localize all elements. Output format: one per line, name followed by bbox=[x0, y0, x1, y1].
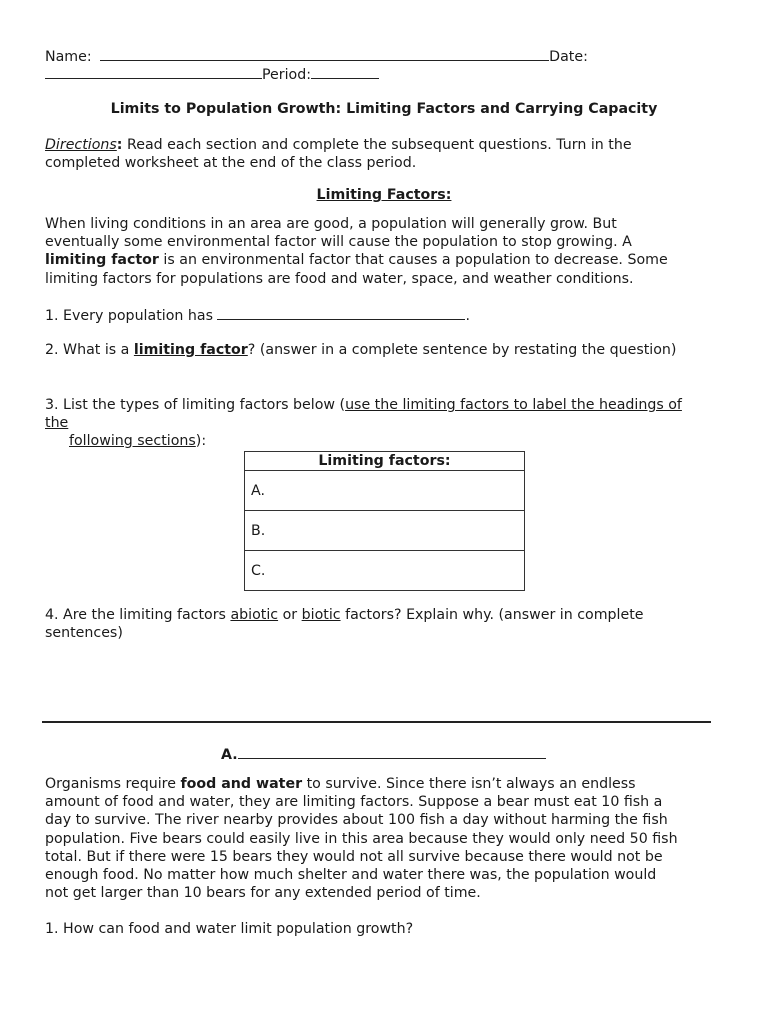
section-heading: Limiting Factors: bbox=[316, 187, 452, 203]
limiting-factors-table bbox=[244, 451, 525, 591]
intro-line-4: limiting factors for populations are food and water, space, and weather conditions. bbox=[45, 270, 634, 287]
question-1 bbox=[45, 305, 470, 325]
period-row bbox=[45, 64, 379, 84]
food-water-line-3: day to survive. The river nearby provides about 100 fish a day without harming the fish bbox=[45, 812, 668, 829]
page-title: Limits to Population Growth: Limiting Factors and Carrying Capacity bbox=[110, 101, 658, 117]
name-field[interactable] bbox=[100, 46, 549, 61]
question-3-prefix: 3. List the types of limiting factors below ( bbox=[45, 397, 346, 413]
intro-line-3: is an environmental factor that causes a population to decrease. Some bbox=[158, 252, 668, 269]
intro-line-1: When living conditions in an area are good, a population will generally grow. But bbox=[45, 216, 617, 232]
food-water-line-5: total. But if there were 15 bears they would not all survive because there would not be bbox=[45, 848, 663, 865]
question-2 bbox=[45, 341, 676, 359]
question-4 bbox=[45, 606, 644, 642]
section-divider bbox=[42, 721, 711, 723]
question-1-text: 1. Every population has bbox=[45, 308, 218, 324]
food-water-line-4: population. Five bears could easily live in this area because they would only need 50 fish bbox=[45, 830, 678, 847]
food-water-line-1-pre: Organisms require bbox=[45, 776, 181, 792]
table-row-a[interactable]: A. bbox=[245, 471, 525, 511]
name-label: Name: bbox=[45, 49, 92, 65]
question-4-line-2: sentences) bbox=[45, 625, 123, 641]
date-label: Date: bbox=[549, 49, 588, 65]
question-3 bbox=[45, 396, 682, 450]
question-3-underlined-3: following sections bbox=[69, 433, 196, 449]
directions-label: Directions bbox=[45, 137, 117, 153]
question-2-suffix: ? (answer in a complete sentence by restating the question) bbox=[247, 342, 677, 358]
period-field[interactable] bbox=[311, 64, 379, 79]
table-row-b[interactable]: B. bbox=[245, 511, 525, 551]
food-water-term: food and water bbox=[180, 776, 303, 792]
food-water-paragraph bbox=[45, 775, 678, 902]
table-header: Limiting factors: bbox=[245, 452, 525, 471]
section-a-heading bbox=[221, 744, 546, 764]
question-1-answer-field[interactable] bbox=[217, 305, 465, 320]
food-water-line-1-post: to survive. Since there isn’t always an endless bbox=[302, 776, 636, 792]
abiotic-term: abiotic bbox=[230, 607, 279, 623]
question-3-underlined-1: use the limiting factors to label the headings of bbox=[345, 397, 682, 413]
intro-paragraph bbox=[45, 215, 668, 288]
period-label: Period: bbox=[262, 67, 312, 83]
question-a-1: 1. How can food and water limit population growth? bbox=[45, 921, 414, 937]
question-4-prefix: 4. Are the limiting factors bbox=[45, 607, 231, 623]
section-a-field[interactable] bbox=[238, 744, 546, 759]
food-water-line-2: amount of food and water, they are limiting factors. Suppose a bear must eat 10 fish a bbox=[45, 794, 663, 811]
intro-term: limiting factor bbox=[45, 252, 159, 269]
date-field[interactable] bbox=[45, 64, 262, 79]
directions bbox=[45, 136, 632, 172]
section-a-label: A. bbox=[221, 747, 238, 763]
food-water-line-6: enough food. No matter how much shelter and water there was, the population would bbox=[45, 867, 657, 884]
table-row-c[interactable]: C. bbox=[245, 551, 525, 591]
question-2-prefix: 2. What is a bbox=[45, 342, 134, 358]
directions-colon: : bbox=[116, 137, 123, 153]
question-4-suffix: factors? Explain why. (answer in complete bbox=[340, 607, 644, 623]
question-3-suffix: ): bbox=[195, 433, 207, 449]
biotic-term: biotic bbox=[301, 607, 341, 623]
directions-line-2: completed worksheet at the end of the class period. bbox=[45, 155, 417, 172]
intro-line-2: eventually some environmental factor will cause the population to stop growing. A bbox=[45, 234, 632, 251]
name-row bbox=[45, 46, 588, 66]
question-2-term: limiting factor bbox=[133, 342, 248, 358]
question-3-underlined-2: the bbox=[45, 415, 69, 431]
question-1-end: . bbox=[465, 308, 470, 324]
food-water-line-7: not get larger than 10 bears for any extended period of time. bbox=[45, 885, 481, 902]
directions-line-1: Read each section and complete the subsequent questions. Turn in the bbox=[122, 137, 632, 153]
question-4-or: or bbox=[278, 607, 302, 623]
